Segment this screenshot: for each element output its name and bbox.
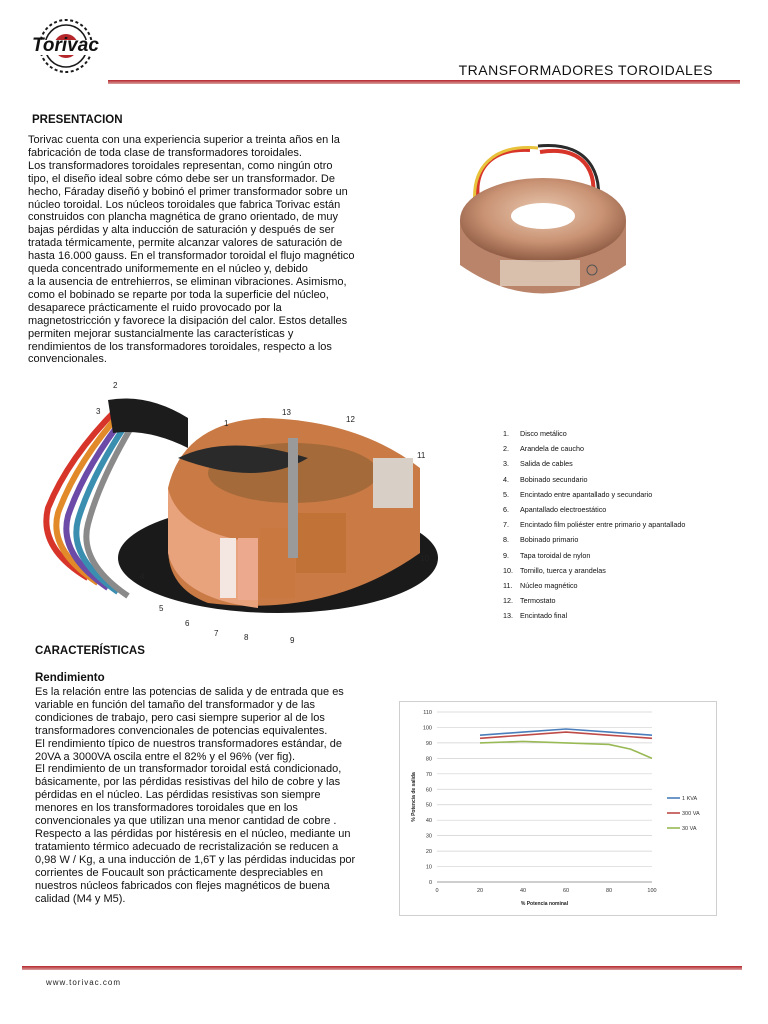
y-axis-label: % Potencia de salida [411, 772, 417, 822]
list-item: 7. Encintado film poliéster entre primario y apantallado [503, 520, 686, 530]
text-line: tratamiento térmico adecuado de recristalización se reducen a [35, 840, 339, 853]
x-tick-label: 100 [647, 888, 657, 894]
text-line: hasta 16.000 gauss. En el transformador toroidal el flujo magnético [28, 250, 355, 263]
text-line: desaparece prácticamente el ruido provocado por la [28, 301, 282, 314]
y-tick-label: 20 [425, 849, 432, 856]
text-line: básicamente, por las pérdidas resistivas del hilo de cobre y las [35, 776, 341, 789]
callout-3: 3 [96, 407, 101, 416]
text-line: convencionales ya que utilizan una menor cantidad de cobre . [35, 815, 337, 828]
x-tick-label: 40 [519, 888, 527, 894]
list-item: 10. Tornillo, tuerca y arandelas [503, 565, 606, 575]
y-tick-label: 0 [428, 880, 432, 886]
efficiency-chart-svg [400, 702, 716, 915]
y-tick-label: 100 [422, 725, 432, 732]
list-item: 6. Apantallado electroestático [503, 504, 607, 514]
text-line: condiciones de trabajo, pero casi siempre superior al de los [35, 711, 325, 724]
callout-2: 2 [113, 381, 118, 390]
y-tick-label: 60 [425, 787, 432, 794]
y-tick-label: 70 [425, 771, 432, 778]
legend-entry: 300 VA [682, 811, 700, 817]
series-line [480, 741, 652, 758]
list-item: 12. Termostato [503, 596, 556, 606]
legend-entry: 30 VA [682, 826, 697, 832]
footer-url[interactable]: www.torivac.com [46, 978, 122, 987]
text-line: Torivac cuenta con una experiencia superior a treinta años en la [28, 134, 340, 146]
header-divider [108, 80, 740, 84]
x-tick-label: 80 [605, 888, 613, 894]
list-item: 13. Encintado final [503, 611, 568, 621]
list-item: 9. Tapa toroidal de nylon [503, 550, 591, 560]
callout-10: 10 [420, 554, 429, 563]
callout-7: 7 [214, 629, 219, 638]
callout-4: 4 [140, 572, 145, 581]
section-title-caracteristicas: CARACTERÍSTICAS [35, 645, 145, 657]
callout-11: 11 [417, 451, 426, 460]
text-line: transformadores convencionales de potencias equivalentes. [35, 724, 328, 737]
text-line: calidad (M4 y M5). [35, 892, 126, 905]
text-line: bajas pérdidas y alta inducción de saturación y después de ser [28, 224, 335, 237]
text-line: Es la relación entre las potencias de salida y de entrada que es [35, 686, 344, 698]
callout-12: 12 [346, 415, 355, 424]
y-tick-label: 40 [425, 818, 432, 825]
y-tick-label: 110 [423, 710, 432, 716]
list-item: 4. Bobinado secundario [503, 474, 588, 484]
text-line: Los transformadores toroidales representan, como ningún otro [28, 159, 333, 172]
callout-9: 9 [290, 636, 295, 645]
text-line: El rendimiento típico de nuestros transformadores estándar, de [35, 737, 342, 750]
text-line: variable en función del tamaño del transformador y de las [35, 698, 316, 711]
list-item: 1. Disco metálico [503, 429, 567, 438]
intro-paragraph [28, 134, 388, 366]
efficiency-chart [399, 701, 717, 916]
text-line: núcleo toroidal. Los núcleos toroidales que fabrica Torivac están [28, 198, 341, 211]
text-line: rendimientos de los transformadores toroidales, respecto a los [28, 340, 332, 353]
text-line: nuestros núcleos fabricados con flejes magnéticos de buena [35, 879, 330, 892]
subsection-title-rendimiento: Rendimiento [35, 672, 105, 684]
text-line: El rendimiento de un transformador toroidal está condicionado, [35, 763, 342, 776]
list-item: 8. Bobinado primario [503, 535, 579, 545]
text-line: a la ausencia de entrehierros, se eliminan vibraciones. Asimismo, [28, 275, 347, 288]
rendimiento-paragraph [35, 686, 391, 905]
text-line: 0,98 W / Kg, a una inducción de 1,6T y las pérdidas inducidas por [35, 853, 356, 866]
footer-divider [22, 966, 742, 970]
list-item: 2. Arandela de caucho [503, 444, 584, 454]
y-tick-label: 50 [425, 802, 432, 809]
y-tick-label: 80 [425, 756, 432, 763]
callout-6: 6 [185, 619, 190, 628]
document-title: TRANSFORMADORES TOROIDALES [458, 62, 713, 78]
torivac-logo [26, 15, 106, 79]
list-item: 5. Encintado entre apantallado y secundario [503, 489, 653, 499]
text-line: tratada térmicamente, permite alcanzar valores de saturación de [28, 237, 343, 250]
text-line: construidos con plancha magnética de grano orientado, de muy [28, 211, 339, 224]
text-line: convencionales. [28, 353, 107, 366]
y-tick-label: 10 [425, 864, 432, 871]
text-line: menores en los transformadores toroidales que en los [35, 802, 298, 815]
text-line: permiten mejorar sustancialmente las características y [28, 327, 294, 340]
callout-1: 1 [224, 419, 229, 428]
y-tick-label: 90 [425, 740, 432, 747]
x-tick-label: 0 [435, 888, 439, 894]
x-tick-label: 20 [476, 888, 484, 894]
callout-8: 8 [244, 633, 249, 642]
y-tick-label: 30 [425, 833, 432, 840]
list-item: 11. Núcleo magnético [503, 580, 578, 590]
text-line: Respecto a las pérdidas por histéresis en el núcleo, mediante un [35, 827, 351, 840]
text-line: 20VA a 3000VA oscila entre el 82% y el 96% (ver fig). [35, 750, 296, 763]
section-title-presentacion: PRESENTACION [32, 114, 123, 126]
list-item: 3. Salida de cables [503, 459, 573, 469]
callout-13: 13 [282, 408, 291, 417]
text-line: hecho, Fáraday diseñó y bobinó el primer transformador sobre un [28, 185, 348, 198]
text-line: magnetostricción y favorece la disipación del calor. Estos detalles [28, 314, 348, 327]
logo-wordmark: Torivac [32, 35, 99, 56]
x-axis-label: % Potencia nominal [520, 901, 569, 907]
callout-5: 5 [159, 604, 164, 613]
transformer-cutaway-diagram [28, 378, 448, 648]
text-line: queda concentrado uniformemente en el núcleo y, debido [28, 263, 308, 276]
parts-list [503, 428, 685, 625]
legend-entry: 1 KVA [682, 796, 698, 802]
text-line: tipo, el diseño ideal sobre cómo debe ser un transformador. De [28, 172, 335, 185]
text-line: fabricación de toda clase de transformadores toroidales. [28, 146, 302, 159]
toroidal-transformer-photo [450, 140, 635, 320]
text-line: como el bobinado se reparte por toda la superficie del núcleo, [28, 288, 329, 301]
text-line: corrientes de Foucault son prácticamente despreciables en [35, 866, 323, 879]
text-line: pérdidas en el núcleo. Las pérdidas resistivas son siempre [35, 789, 321, 802]
x-tick-label: 60 [562, 888, 570, 894]
